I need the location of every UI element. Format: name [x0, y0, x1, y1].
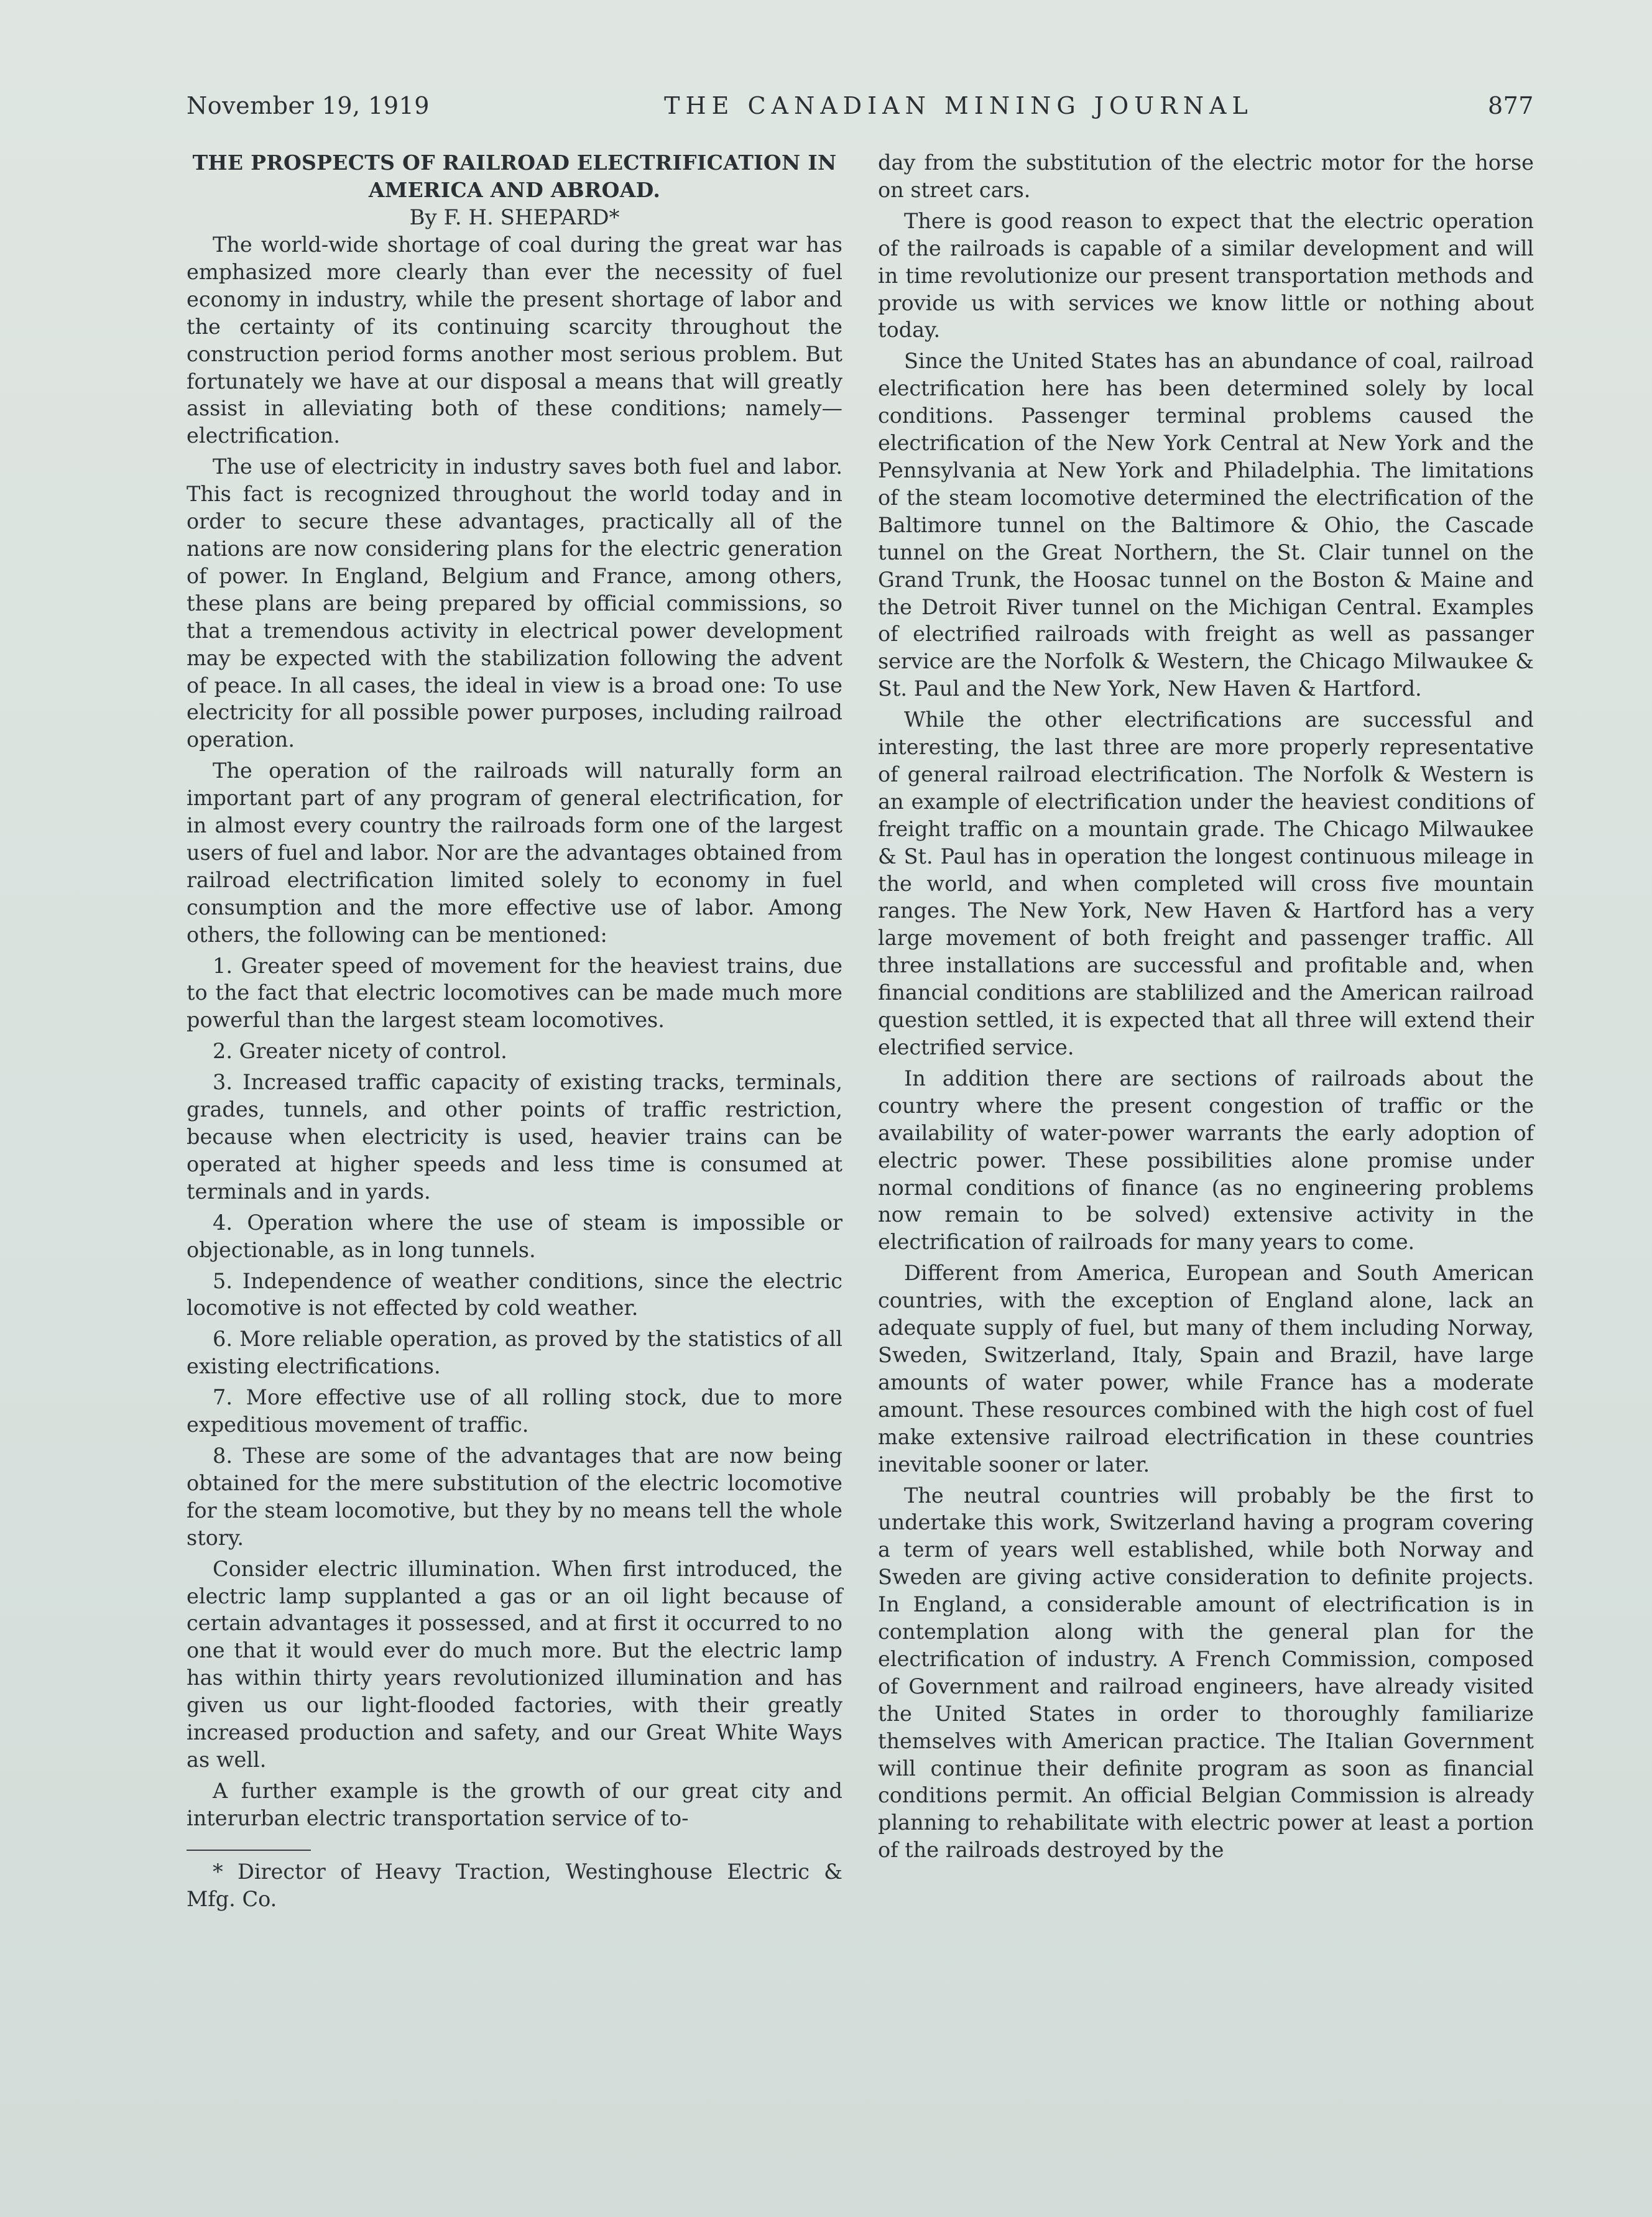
paragraph: Consider electric illumination. When first introduced, the electric lamp supplanted a gas or an oil light because of certain advantages it possessed, and at first it occurred to no one that it would ever do much more. But the electric lamp has within thirty years revolutionized illumination and has given us our light-flooded factories, with their greatly increased production and safety, and our Great White Ways as well. — [187, 1556, 842, 1772]
page-number: 877 — [1487, 92, 1534, 119]
issue-date: November 19, 1919 — [187, 92, 430, 119]
paragraph: The operation of the railroads will naturally form an important part of any program of general electrification, for in almost every country the railroads form one of the largest users of fuel and labor. Nor are the advantages obtained from railroad electrification limited solely to economy in fuel consumption and the more effective use of labor. Among others, the following can be mentioned: — [187, 758, 842, 947]
article-byline: By F. H. SHEPARD* — [409, 205, 620, 230]
paragraph: While the other electrifications are successful and interesting, the last three are more properly representative of general railroad electrification. The Norfolk & Western is an example of electrification under the heaviest conditions of freight traffic on a mountain grade. The Chicago Milwaukee & St. Paul has in operation the longest continuous mileage in the world, and when completed will cross five mountain ranges. The New York, New Haven & Hartford has a very large movement of both freight and passenger traffic. All three installations are successful and profitable and, when financial conditions are stablilized and the American railroad question settled, it is expected that all three will extend their electrified service. — [878, 708, 1534, 1059]
footnote: * Director of Heavy Traction, Westinghouse Electric & Mfg. Co. — [187, 1859, 842, 1911]
list-item: 3. Increased traffic capacity of existing tracks, terminals, grades, tunnels, and other points of traffic restriction, because when electricity is used, heavier trains can be operated at higher speeds and less time is consumed at terminals and in yards. — [187, 1070, 842, 1204]
list-item: 6. More reliable operation, as proved by the statistics of all existing electrifications. — [187, 1327, 842, 1379]
paragraph: Since the United States has an abundance of coal, railroad electrification here has been determined solely by local conditions. Passenger terminal problems caused the electrification of the New York Central at New York and the Pennsylvania at New York and Philadelphia. The limitations of the steam locomotive determined the electrification of the Baltimore tunnel on the Baltimore & Ohio, the Cascade tunnel on the Great Northern, the St. Clair tunnel on the Grand Trunk, the Hoosac tunnel on the Boston & Maine and the Detroit River tunnel on the Michigan Central. Examples of electrified railroads with freight as well as passanger service are the Norfolk & Western, the Chicago Milwaukee & St. Paul and the New York, New Haven & Hartford. — [878, 349, 1534, 701]
paragraph: The neutral countries will probably be the first to undertake this work, Switzerland having a program covering a term of years well established, while both Norway and Sweden are giving active consideration to definite projects. In England, a considerable amount of electrification is in contemplation along with the general plan for the electrification of industry. A French Commission, composed of Government and railroad engineers, have already visited the United States in order to thoroughly familiarize themselves with American practice. The Italian Government will continue their definite program as soon as financial conditions permit. An official Belgian Commission is already planning to rehabilitate with electric power at least a portion of the railroads destroyed by the — [878, 1483, 1534, 1863]
list-item: 5. Independence of weather conditions, since the electric locomotive is not effected by cold weather. — [187, 1268, 842, 1321]
footnote-rule — [187, 1850, 311, 1851]
paragraph: There is good reason to expect that the electric operation of the railroads is capable of a similar development and will in time revolutionize our present transportation methods and provide us with services we know little or nothing about today. — [878, 208, 1534, 343]
list-item: 2. Greater nicety of control. — [213, 1039, 507, 1064]
paragraph: The world-wide shortage of coal during the great war has emphasized more clearly than ever the necessity of fuel economy in industry, while the present shortage of labor and the certainty of its continuing scarcity throughout the construction period forms another most serious problem. But fortunately we have at our disposal a means that will greatly assist in alleviating both of these conditions; namely—electrification. — [187, 233, 842, 448]
paragraph: day from the substitution of the electric motor for the horse on street cars. — [878, 150, 1534, 202]
list-item: 8. These are some of the advantages that are now being obtained for the mere substitution of the electric locomotive for the steam locomotive, but they by no means tell the whole story. — [187, 1443, 842, 1550]
list-item: 1. Greater speed of movement for the heaviest trains, due to the fact that electric locomotives can be made much more powerful than the largest steam locomotives. — [187, 953, 842, 1033]
paragraph: The use of electricity in industry saves both fuel and labor. This fact is recognized throughout the world today and in order to secure these advantages, practically all of the nations are now considering plans for the electric generation of power. In England, Belgium and France, among others, these plans are being prepared by official commissions, so that a tremendous activity in electrical power development may be expected with the stabilization following the advent of peace. In all cases, the ideal in view is a broad one: To use electricity for all possible power purposes, including railroad operation. — [187, 454, 842, 752]
paragraph: Different from America, European and South American countries, with the exception of England alone, lack an adequate supply of fuel, but many of them including Norway, Sweden, Switzerland, Italy, Spain and Brazil, have large amounts of water power, while France has a moderate amount. These resources combined with the high cost of fuel make extensive railroad electrification in these countries inevitable sooner or later. — [878, 1261, 1534, 1477]
paragraph: In addition there are sections of railroads about the country where the present congestion of traffic or the availability of water-power warrants the early adoption of electric power. These possibilities alone promise under normal conditions of finance (as no engineering problems now remain to be solved) extensive activity in the electrification of railroads for many years to come. — [878, 1066, 1534, 1255]
column-left — [187, 149, 842, 1912]
list-item: 7. More effective use of all rolling stock, due to more expeditious movement of traffic. — [187, 1385, 842, 1437]
running-head — [187, 92, 1534, 129]
article-title: THE PROSPECTS OF RAILROAD ELECTRIFICATION IN AMERICA AND ABROAD. — [192, 150, 837, 202]
column-right — [878, 149, 1534, 1868]
journal-title: THE CANADIAN MINING JOURNAL — [664, 92, 1253, 119]
paragraph: A further example is the growth of our great city and interurban electric transportation service of to- — [187, 1778, 842, 1830]
list-item: 4. Operation where the use of steam is impossible or objectionable, as in long tunnels. — [187, 1210, 842, 1262]
